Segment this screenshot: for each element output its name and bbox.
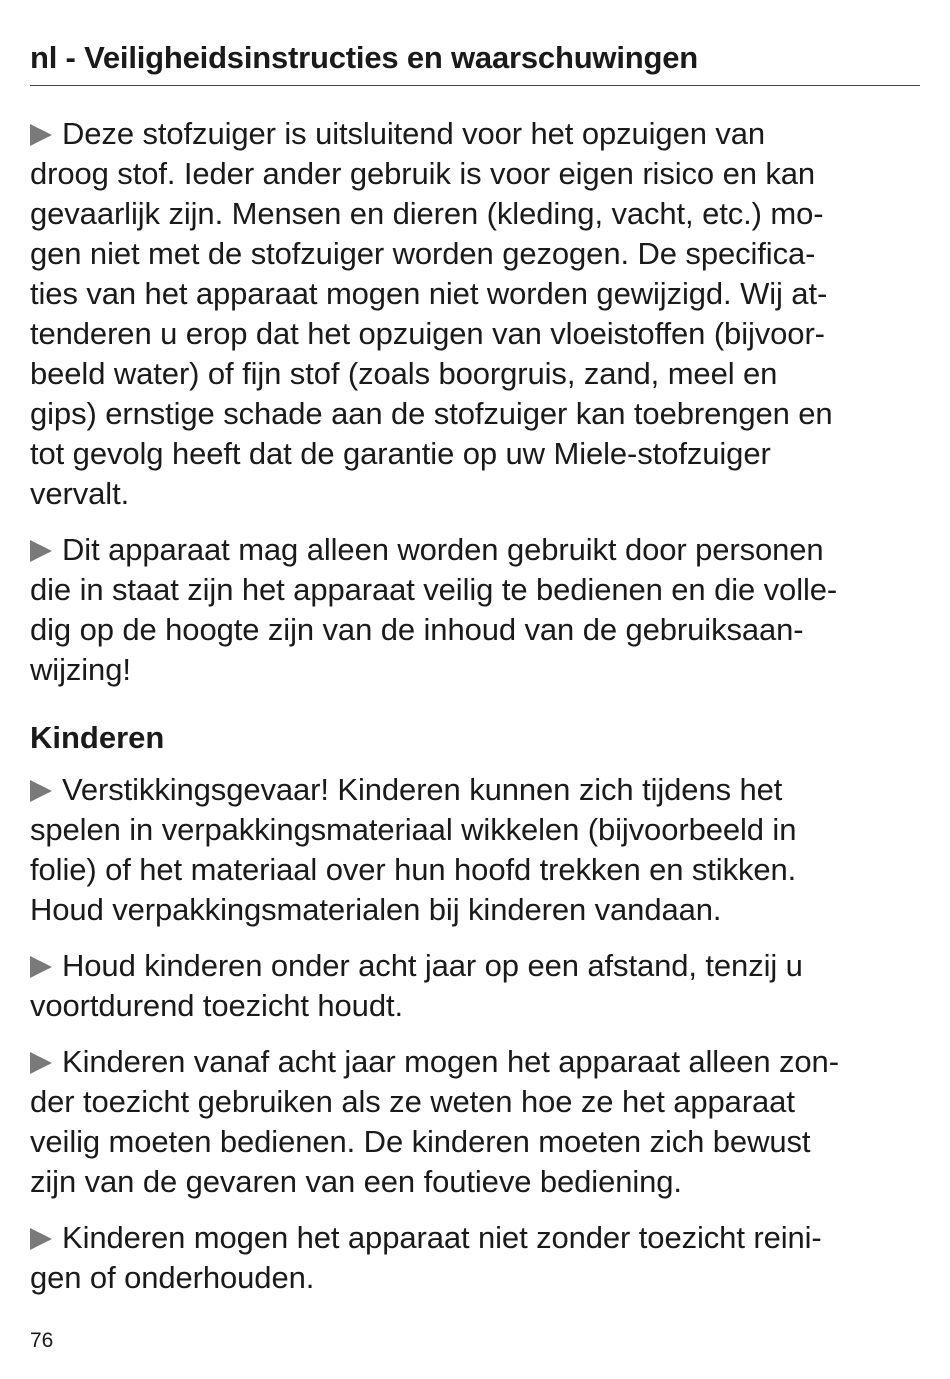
paragraph-line: gevaarlijk zijn. Mensen en dieren (kleding, vacht, etc.) mo- [30, 196, 824, 231]
paragraph-line: die in staat zijn het apparaat veilig te bedienen en die volle- [30, 572, 838, 607]
paragraph-line: spelen in verpakkingsmateriaal wikkelen (bijvoorbeeld in [30, 812, 797, 847]
triangle-right-icon [30, 1228, 52, 1250]
safety-paragraph [30, 946, 920, 1026]
safety-paragraph [30, 1042, 920, 1202]
paragraph-line: dig op de hoogte zijn van de inhoud van de gebruiksaan- [30, 612, 804, 647]
paragraph-line: gen of onderhouden. [30, 1260, 315, 1295]
paragraph-line: gen niet met de stofzuiger worden gezogen. De specifica- [30, 236, 816, 271]
paragraph-line: gips) ernstige schade aan de stofzuiger kan toebrengen en [30, 396, 833, 431]
paragraph-line: veilig moeten bedienen. De kinderen moeten zich bewust [30, 1124, 811, 1159]
triangle-right-icon [30, 540, 52, 562]
safety-paragraph [30, 114, 920, 514]
paragraph-line: der toezicht gebruiken als ze weten hoe ze het apparaat [30, 1084, 795, 1119]
paragraph-line: Verstikkingsgevaar! Kinderen kunnen zich tijdens het [30, 770, 920, 810]
paragraph-line: Dit apparaat mag alleen worden gebruikt door personen [30, 530, 920, 570]
paragraph-line: Deze stofzuiger is uitsluitend voor het opzuigen van [30, 114, 920, 154]
main-content [30, 114, 920, 1314]
page-header [30, 36, 920, 86]
safety-paragraph [30, 770, 920, 930]
paragraph-line: vervalt. [30, 476, 130, 511]
paragraph-line: droog stof. Ieder ander gebruik is voor eigen risico en kan [30, 156, 816, 191]
paragraph-line: folie) of het materiaal over hun hoofd trekken en stikken. [30, 852, 797, 887]
paragraph-line: Kinderen vanaf acht jaar mogen het apparaat alleen zon- [30, 1042, 920, 1082]
paragraph-line: beeld water) of fijn stof (zoals boorgruis, zand, meel en [30, 356, 778, 391]
section-heading-kinderen: Kinderen [30, 720, 165, 755]
paragraph-line: ties van het apparaat mogen niet worden gewijzigd. Wij at- [30, 276, 828, 311]
triangle-right-icon [30, 1052, 52, 1074]
paragraph-line: Houd kinderen onder acht jaar op een afstand, tenzij u [30, 946, 920, 986]
page-title: nl - Veiligheidsinstructies en waarschuwingen [30, 40, 699, 75]
paragraph-line: Kinderen mogen het apparaat niet zonder toezicht reini- [30, 1218, 920, 1258]
paragraph-line: tot gevolg heeft dat de garantie op uw Miele-stofzuiger [30, 436, 771, 471]
paragraph-line: tenderen u erop dat het opzuigen van vloeistoffen (bijvoor- [30, 316, 825, 351]
triangle-right-icon [30, 124, 52, 146]
safety-paragraph [30, 530, 920, 690]
triangle-right-icon [30, 780, 52, 802]
triangle-right-icon [30, 956, 52, 978]
page-number: 76 [30, 1329, 54, 1352]
paragraph-line: voortdurend toezicht houdt. [30, 988, 403, 1023]
safety-paragraph [30, 1218, 920, 1298]
paragraph-line: Houd verpakkingsmaterialen bij kinderen vandaan. [30, 892, 722, 927]
paragraph-line: wijzing! [30, 652, 131, 687]
paragraph-line: zijn van de gevaren van een foutieve bediening. [30, 1164, 682, 1199]
